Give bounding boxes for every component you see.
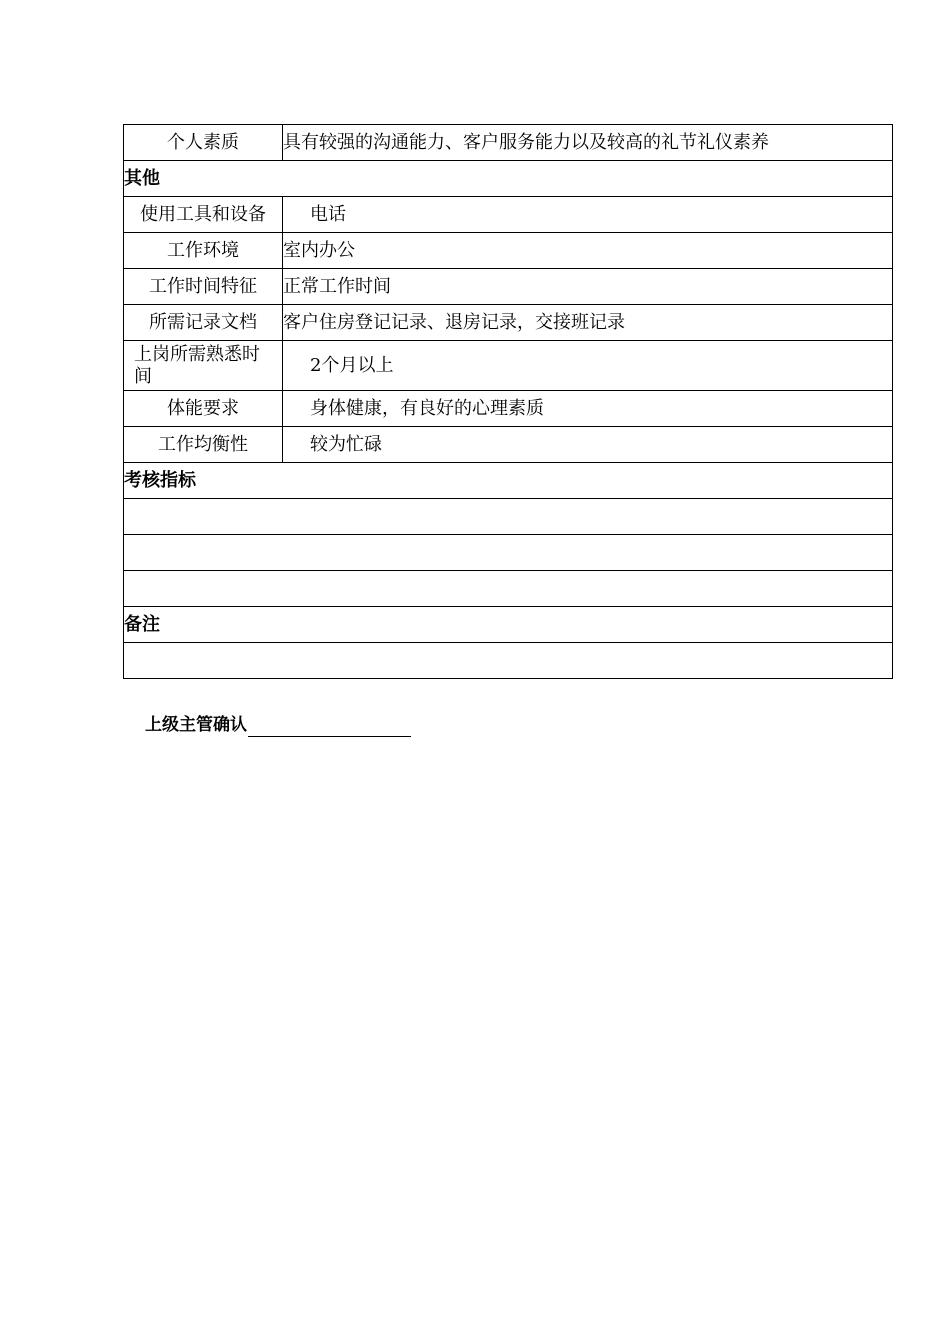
supervisor-signature bbox=[145, 713, 411, 737]
physical-value: 身体健康，有良好的心理素质 bbox=[283, 391, 893, 427]
table-row-familiarization bbox=[124, 341, 893, 391]
environment-label: 工作环境 bbox=[124, 233, 283, 269]
job-description-table bbox=[123, 124, 893, 679]
physical-label: 体能要求 bbox=[124, 391, 283, 427]
records-label: 所需记录文档 bbox=[124, 305, 283, 341]
section-title-other: 其他 bbox=[124, 161, 893, 197]
table-row-tools bbox=[124, 197, 893, 233]
table-row-physical bbox=[124, 391, 893, 427]
signature-label: 上级主管确认 bbox=[145, 715, 247, 735]
table-row-balance bbox=[124, 427, 893, 463]
table-row-empty bbox=[124, 571, 893, 607]
table-row-personal-quality bbox=[124, 125, 893, 161]
section-title-remarks: 备注 bbox=[124, 607, 893, 643]
table-row-records bbox=[124, 305, 893, 341]
table-row-empty bbox=[124, 643, 893, 679]
section-header-assessment bbox=[124, 463, 893, 499]
section-header-other bbox=[124, 161, 893, 197]
tools-label: 使用工具和设备 bbox=[124, 197, 283, 233]
tools-value: 电话 bbox=[283, 197, 893, 233]
familiarization-label: 上岗所需熟悉时间 bbox=[124, 341, 283, 391]
balance-value: 较为忙碌 bbox=[283, 427, 893, 463]
balance-label: 工作均衡性 bbox=[124, 427, 283, 463]
section-header-remarks bbox=[124, 607, 893, 643]
section-title-assessment: 考核指标 bbox=[124, 463, 893, 499]
personal-quality-value: 具有较强的沟通能力、客户服务能力以及较高的礼节礼仪素养 bbox=[283, 125, 893, 161]
table-row-empty bbox=[124, 535, 893, 571]
empty-cell bbox=[124, 643, 893, 679]
table-row-empty bbox=[124, 499, 893, 535]
empty-cell bbox=[124, 499, 893, 535]
environment-value: 室内办公 bbox=[283, 233, 893, 269]
table-row-environment bbox=[124, 233, 893, 269]
records-value: 客户住房登记记录、退房记录，交接班记录 bbox=[283, 305, 893, 341]
personal-quality-label: 个人素质 bbox=[124, 125, 283, 161]
table-row-work-hours bbox=[124, 269, 893, 305]
signature-line bbox=[248, 716, 411, 737]
familiarization-value: 2个月以上 bbox=[283, 341, 893, 391]
work-hours-label: 工作时间特征 bbox=[124, 269, 283, 305]
empty-cell bbox=[124, 571, 893, 607]
empty-cell bbox=[124, 535, 893, 571]
work-hours-value: 正常工作时间 bbox=[283, 269, 893, 305]
